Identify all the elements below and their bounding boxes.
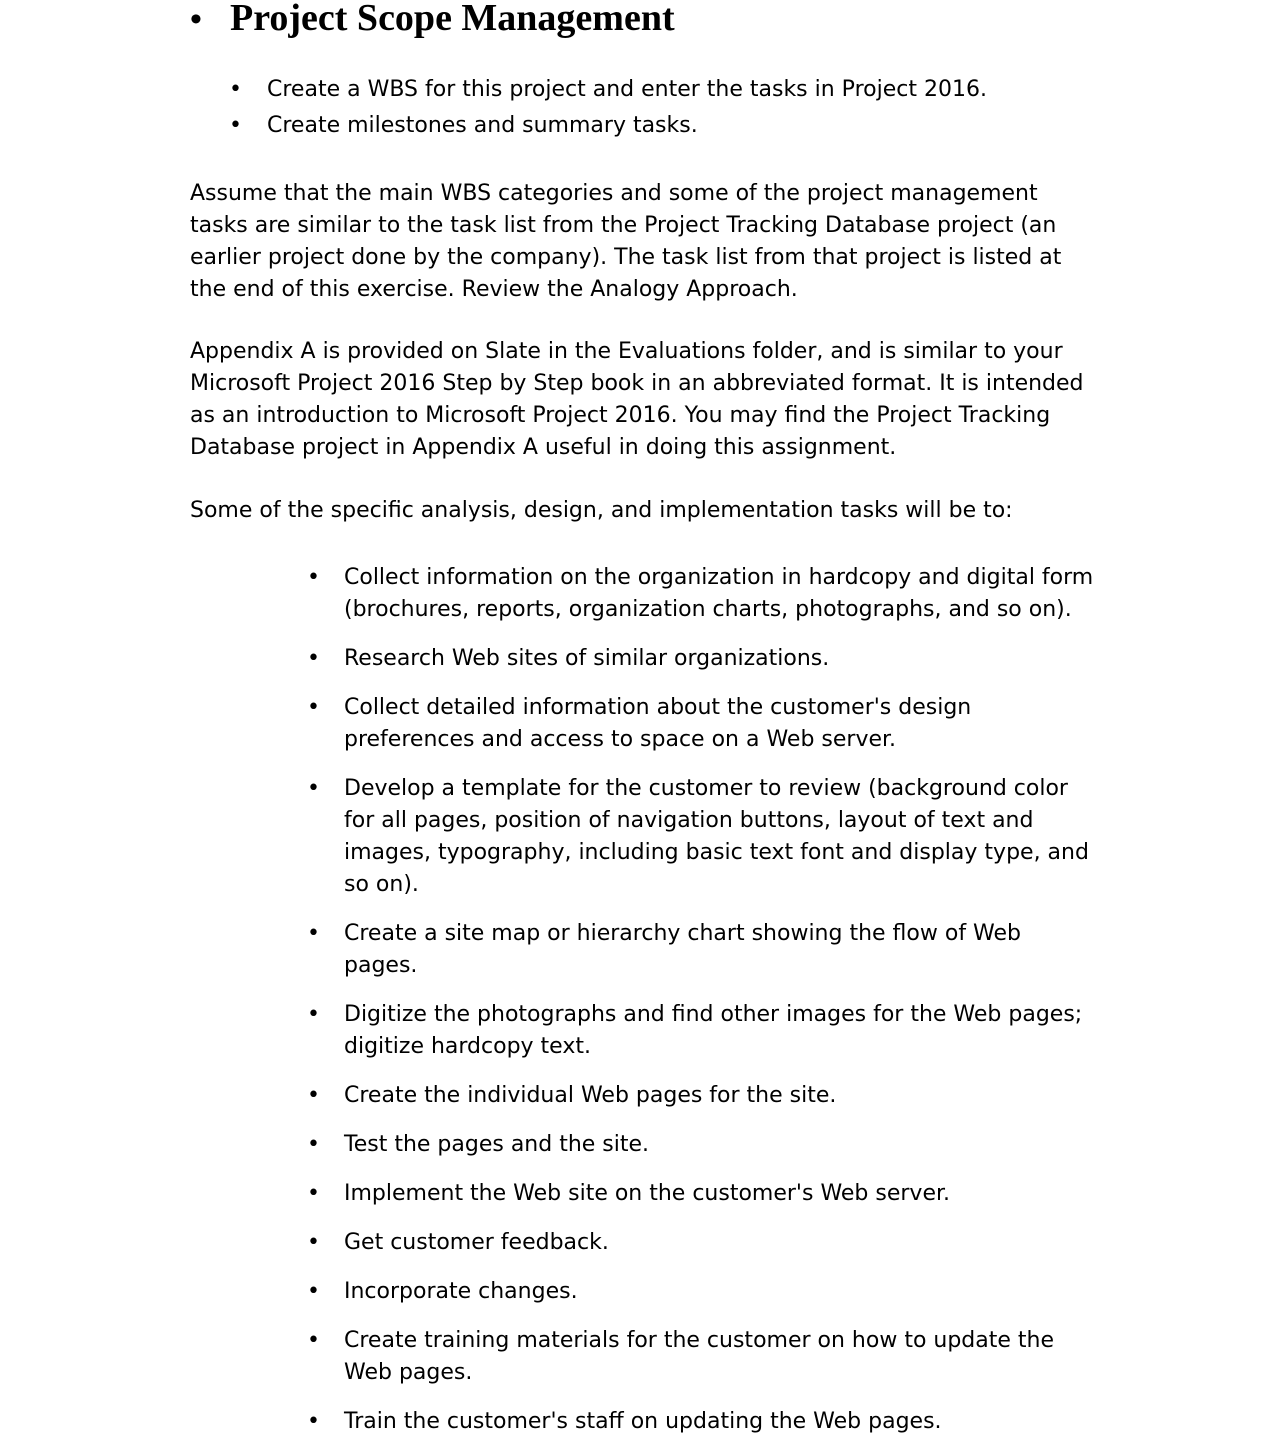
bullet-icon: • <box>307 776 320 801</box>
bullet-icon: • <box>307 1002 320 1027</box>
list-item-text: Train the customer's staff on updating the Web pages. <box>344 1409 942 1434</box>
bullet-icon: • <box>307 921 320 946</box>
list-item-text: Create a site map or hierarchy chart showing the flow of Web pages. <box>344 921 1022 978</box>
list-item <box>307 1178 1094 1210</box>
list-item-text: Test the pages and the site. <box>344 1132 650 1157</box>
section-heading <box>190 0 675 42</box>
bullet-icon: • <box>307 1230 320 1255</box>
list-item <box>307 1227 1094 1259</box>
list-item <box>229 74 1167 106</box>
list-item <box>307 1276 1094 1308</box>
bullet-icon: • <box>307 1132 320 1157</box>
list-item <box>307 1406 1094 1438</box>
list-item-text: Create training materials for the customer on how to update the Web pages. <box>344 1328 1055 1385</box>
appendix-paragraph: Appendix A is provided on Slate in the Evaluations folder, and is similar to your Microsoft Project 2016 Step by Step book in an abbreviated format. It is intended as an introduction to Microsoft Project 2016. You may find the Project Tracking Database project in Appendix A useful in doing this assignment. <box>190 339 1084 460</box>
list-item-text: Develop a template for the customer to review (background color for all pages, position of navigation buttons, layout of text and images, typography, including basic text font and display type, and so on). <box>344 776 1089 897</box>
bullet-icon: • <box>307 1328 320 1353</box>
task-list <box>307 562 1094 1455</box>
bullet-icon: • <box>307 1409 320 1434</box>
list-item <box>307 1129 1094 1161</box>
list-item <box>307 773 1094 901</box>
bullet-icon: • <box>229 77 242 102</box>
bullet-icon: • <box>307 646 320 671</box>
list-item <box>307 643 1094 675</box>
intro-paragraph: Some of the specific analysis, design, and implementation tasks will be to: <box>190 498 1013 523</box>
list-item-text: Create milestones and summary tasks. <box>267 113 698 138</box>
list-item <box>307 999 1094 1063</box>
bullet-icon: • <box>307 695 320 720</box>
list-item-text: Create the individual Web pages for the site. <box>344 1083 837 1108</box>
scope-task-list <box>229 74 1167 146</box>
list-item-text: Research Web sites of similar organizations. <box>344 646 830 671</box>
bullet-icon: • <box>307 1083 320 1108</box>
list-item-text: Implement the Web site on the customer's Web server. <box>344 1181 951 1206</box>
bullet-icon: • <box>229 113 242 138</box>
list-item-text: Collect detailed information about the customer's design preferences and access to space on a Web server. <box>344 695 972 752</box>
list-item <box>307 1325 1094 1389</box>
bullet-icon: • <box>307 565 320 590</box>
list-item <box>307 692 1094 756</box>
list-item <box>307 1080 1094 1112</box>
list-item-text: Incorporate changes. <box>344 1279 578 1304</box>
list-item-text: Get customer feedback. <box>344 1230 609 1255</box>
heading-title: Project Scope Management <box>230 0 675 39</box>
list-item <box>307 562 1094 626</box>
assume-paragraph: Assume that the main WBS categories and some of the project management tasks are similar to the task list from the Project Tracking Database project (an earlier project done by the company). The task list from that project is listed at the end of this exercise. Review the Analogy Approach. <box>190 181 1062 302</box>
list-item <box>229 110 1167 142</box>
list-item <box>307 918 1094 982</box>
list-item-text: Create a WBS for this project and enter the tasks in Project 2016. <box>267 77 987 102</box>
list-item-text: Collect information on the organization in hardcopy and digital form (brochures, reports, organization charts, photographs, and so on). <box>344 565 1094 622</box>
bullet-icon: • <box>307 1279 320 1304</box>
bullet-icon: • <box>307 1181 320 1206</box>
heading-bullet: • <box>190 1 202 38</box>
list-item-text: Digitize the photographs and find other images for the Web pages; digitize hardcopy text. <box>344 1002 1083 1059</box>
